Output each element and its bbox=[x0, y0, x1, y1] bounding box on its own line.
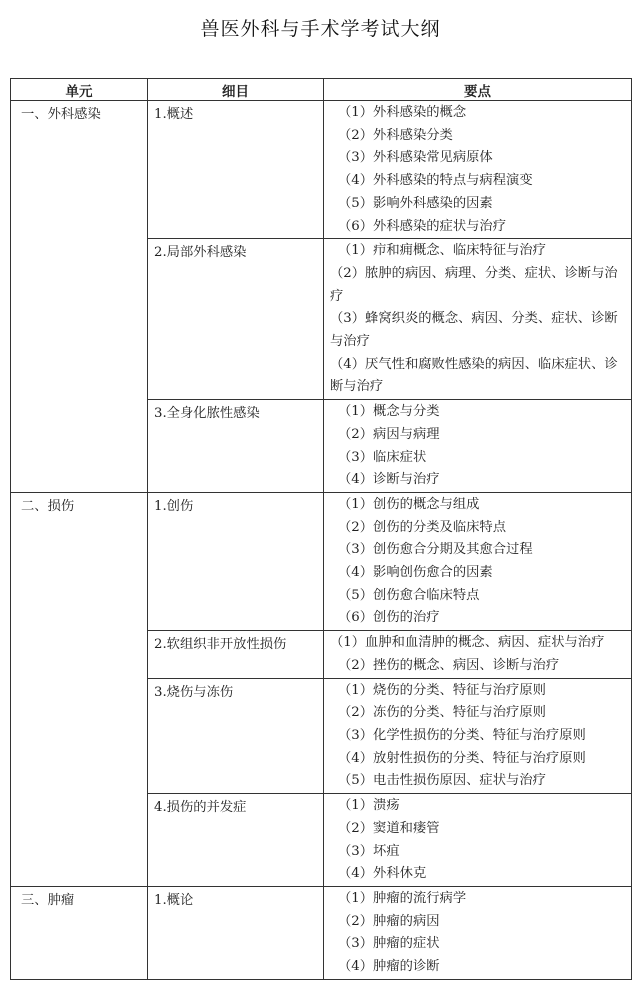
point-item: （3）蜂窝织炎的概念、病因、分类、症状、诊断与治疗 bbox=[330, 311, 618, 350]
table-header-row bbox=[11, 79, 632, 101]
point-item: （3）化学性损伤的分类、特征与治疗原则 bbox=[338, 727, 586, 743]
point-item: （3）坏疽 bbox=[338, 843, 400, 859]
table-body bbox=[11, 101, 632, 980]
points-cell bbox=[324, 794, 632, 887]
unit-cell: 一、外科感染 bbox=[11, 101, 148, 493]
point-item: （4）厌气性和腐败性感染的病因、临床症状、诊断与治疗 bbox=[330, 356, 618, 395]
point-item: （2）创伤的分类及临床特点 bbox=[338, 519, 507, 535]
document-title: 兽医外科与手术学考试大纲 bbox=[200, 18, 441, 40]
point-item: （6）外科感染的症状与治疗 bbox=[338, 218, 507, 234]
point-item: （5）影响外科感染的因素 bbox=[338, 195, 493, 211]
point-item: （1）烧伤的分类、特征与治疗原则 bbox=[338, 682, 546, 698]
table-row bbox=[11, 101, 632, 239]
header-points: 要点 bbox=[324, 79, 632, 101]
point-item: （4）影响创伤愈合的因素 bbox=[338, 565, 493, 581]
unit-cell: 二、损伤 bbox=[11, 492, 148, 886]
point-item: （2）外科感染分类 bbox=[338, 127, 453, 143]
header-unit: 单元 bbox=[11, 79, 148, 101]
point-item: （4）外科感染的特点与病程演变 bbox=[338, 173, 533, 189]
point-item: （2）病因与病理 bbox=[338, 426, 440, 442]
item-cell: 3.烧伤与冻伤 bbox=[148, 678, 324, 794]
point-item: （4）肿瘤的诊断 bbox=[338, 959, 440, 975]
point-item: （3）创伤愈合分期及其愈合过程 bbox=[338, 542, 533, 558]
points-cell bbox=[324, 101, 632, 239]
point-item: （3）外科感染常见病原体 bbox=[338, 150, 493, 166]
point-item: （4）外科休克 bbox=[338, 866, 427, 882]
point-item: （3）肿瘤的症状 bbox=[338, 936, 440, 952]
point-item: （3）临床症状 bbox=[338, 449, 427, 465]
item-cell: 1.创伤 bbox=[148, 492, 324, 630]
point-item: （4）放射性损伤的分类、特征与治疗原则 bbox=[338, 750, 586, 766]
point-item: （2）窦道和瘘管 bbox=[338, 820, 440, 836]
table-row bbox=[11, 492, 632, 630]
header-item: 细目 bbox=[148, 79, 324, 101]
item-cell: 3.全身化脓性感染 bbox=[148, 400, 324, 493]
point-item: （2）挫伤的概念、病因、诊断与治疗 bbox=[338, 657, 560, 673]
point-item: （4）诊断与治疗 bbox=[338, 472, 440, 488]
point-item: （6）创伤的治疗 bbox=[338, 610, 440, 626]
point-item: （1）外科感染的概念 bbox=[338, 105, 467, 120]
point-item: （1）肿瘤的流行病学 bbox=[338, 890, 467, 906]
point-item: （2）肿瘤的病因 bbox=[338, 913, 440, 929]
point-item: （5）电击性损伤原因、症状与治疗 bbox=[338, 773, 546, 789]
points-cell bbox=[324, 239, 632, 400]
point-item: （1）溃疡 bbox=[338, 798, 400, 814]
point-item: （1）创伤的概念与组成 bbox=[338, 496, 480, 512]
points-cell bbox=[324, 886, 632, 979]
item-cell: 2.局部外科感染 bbox=[148, 239, 324, 400]
item-cell: 2.软组织非开放性损伤 bbox=[148, 631, 324, 678]
points-cell bbox=[324, 631, 632, 678]
point-item: （5）创伤愈合临床特点 bbox=[338, 587, 480, 603]
point-item: （2）脓肿的病因、病理、分类、症状、诊断与治疗 bbox=[330, 265, 618, 304]
point-item: （1）血肿和血清肿的概念、病因、症状与治疗 bbox=[330, 635, 605, 651]
item-cell: 1.概述 bbox=[148, 101, 324, 239]
points-cell bbox=[324, 492, 632, 630]
point-item: （1）概念与分类 bbox=[338, 404, 440, 420]
syllabus-table bbox=[10, 78, 632, 980]
points-cell bbox=[324, 678, 632, 794]
item-cell: 4.损伤的并发症 bbox=[148, 794, 324, 887]
table-row bbox=[11, 886, 632, 979]
point-item: （1）疖和痈概念、临床特征与治疗 bbox=[338, 243, 546, 259]
point-item: （2）冻伤的分类、特征与治疗原则 bbox=[338, 705, 546, 721]
unit-cell: 三、肿瘤 bbox=[11, 886, 148, 979]
item-cell: 1.概论 bbox=[148, 886, 324, 979]
points-cell bbox=[324, 400, 632, 493]
